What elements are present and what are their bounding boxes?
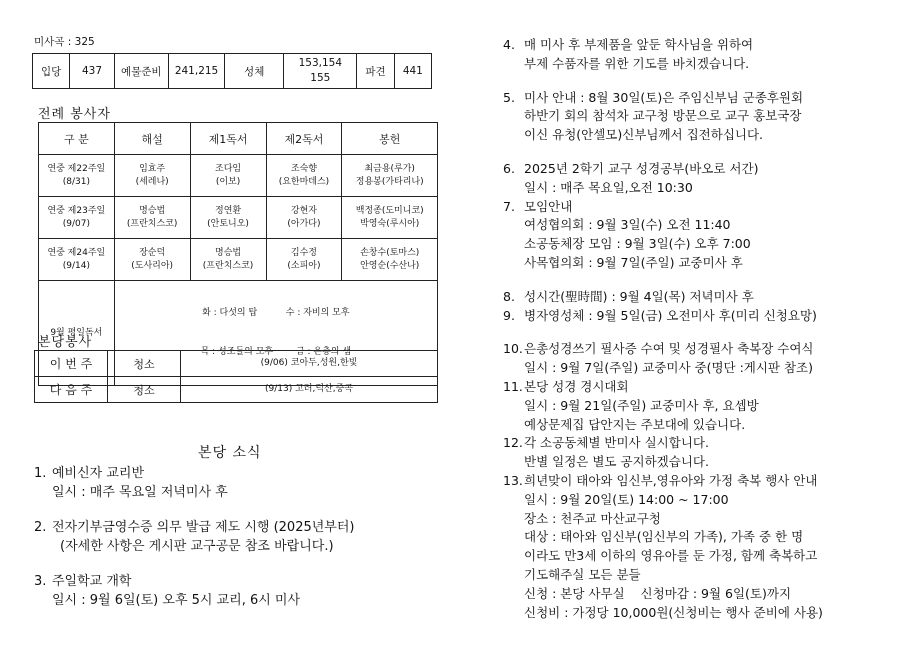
service-task: 청소 [108,351,181,377]
server-baptismal-name: (이보) [215,176,241,187]
news-item-9 [503,307,903,326]
hymn-number: 153,154 [298,57,342,69]
server-name: 손창수(토마스) [360,247,420,258]
server-baptismal-name: (아가다) [287,218,321,229]
server-name: 정연환 [215,205,242,216]
server-name: 김수정 [290,247,317,258]
table-row [39,155,438,197]
server-name: 강현자 [290,205,317,216]
service-detail: (9/06) 코아두,성원,한빛 [181,351,438,377]
news-line: 신청비 : 가정당 10,000원(신청비는 행사 준비에 사용) [524,604,823,620]
table-row [39,239,438,281]
news-number: 1. [34,466,47,481]
service-week-label: 다 음 주 [35,377,108,403]
news-line: 본당 성경 경시대회 [524,378,629,394]
news-line: 모임안내 [524,198,573,214]
server-name: 명승법 [139,205,166,216]
server-name: 백정종(도미니코) [355,205,424,216]
weekday-reading-label: 9월 평일독서 [39,281,115,386]
news-number: 3. [34,574,47,589]
news-item-12 [503,434,903,472]
news-line: 기도해주실 모든 분들 [524,566,641,582]
news-number: 4. [503,37,515,52]
news-line: 전자기부금영수증 의무 발급 제도 시행 (2025년부터) [52,520,355,535]
news-item-4 [503,36,903,74]
hymn-cell-communion [284,54,357,89]
news-line: 이신 유청(안셀모)신부님께서 집전하십니다. [524,127,764,143]
news-line: (자세한 사항은 게시판 교구공문 참조 바랍니다.) [60,539,334,554]
news-number: 11. [503,378,523,394]
service-task: 청소 [108,377,181,403]
liturgy-header: 해설 [114,123,190,155]
server-name: 장순덕 [139,247,166,258]
news-line: 희년맞이 태아와 임신부,영유아와 가정 축복 행사 안내 [524,472,818,488]
news-item-3 [34,572,464,610]
news-item-11 [503,378,903,434]
news-line: 여성협의회 : 9월 3일(수) 오전 11:40 [524,217,731,233]
hymn-number: 155 [310,72,331,84]
parish-service-title: 본당봉사 [38,335,93,350]
server-baptismal-name: (소피아) [287,260,321,271]
news-number: 2. [34,520,47,535]
hymn-cell: 성체 [225,54,284,89]
news-item-13 [503,472,903,622]
liturgy-table [38,122,438,386]
news-line: 장소 : 천주교 마산교구청 [524,510,661,526]
news-item-5 [503,89,903,145]
news-number: 10. [503,341,523,357]
news-line: 반별 일정은 별도 공지하겠습니다. [524,454,709,470]
news-item-6 [503,160,903,198]
table-row [39,197,438,239]
news-item-2 [34,518,464,556]
server-name: 정용봉(가타리나) [355,176,424,187]
liturgy-header: 제2독서 [266,123,342,155]
week-label: 연중 제24주일 [47,247,106,258]
news-item-10 [503,340,903,378]
server-name: 명승법 [215,247,242,258]
news-item-7 [503,198,903,273]
weekday-reading-line: 목 : 성조들의 모후 금 : 은총의 샘 [200,347,352,357]
news-number: 8. [503,288,515,304]
week-label: 연중 제22주일 [47,163,106,174]
news-item-1 [34,464,464,502]
news-line: 병자영성체 : 9월 5일(금) 오전미사 후(미리 신청요망) [524,307,817,323]
week-label: 연중 제23주일 [47,205,106,216]
service-detail: (9/13) 고려,덕산,중곡 [181,377,438,403]
news-right-column [503,36,903,622]
server-baptismal-name: (세레나) [135,176,169,187]
news-line: 은총성경쓰기 필사증 수여 및 성경필사 축복장 수여식 [524,341,814,357]
news-number: 9. [503,307,515,323]
hymn-cell: 437 [70,54,114,89]
news-line: 대상 : 태아와 임신부(임신부의 가족), 가족 중 한 명 [524,529,804,545]
server-name: 안영순(수산나) [360,260,420,271]
news-line: 사목협의회 : 9월 7일(주일) 교중미사 후 [524,254,743,270]
news-line: 신청 : 본당 사무실 신청마감 : 9월 6일(토)까지 [524,585,792,601]
news-line: 각 소공동체별 반미사 실시합니다. [524,435,709,451]
hymn-cell: 파견 [357,54,394,89]
week-date: (8/31) [62,176,90,187]
server-baptismal-name: (도사리아) [131,260,174,271]
server-name: 조숙향 [290,163,317,174]
server-name: 최금용(루가) [364,163,415,174]
news-line: 예상문제집 답안지는 주보대에 있습니다. [524,416,746,432]
news-line: 일시 : 9월 7일(주일) 교중미사 중(명단 :게시판 참조) [524,360,813,376]
news-line: 주일학교 개학 [52,574,132,589]
service-week-label: 이 번 주 [35,351,108,377]
news-line: 일시 : 9월 6일(토) 오후 5시 교리, 6시 미사 [52,593,301,608]
parish-service-table [34,350,438,403]
news-line: 일시 : 9월 21일(주일) 교중미사 후, 요셉방 [524,397,759,413]
server-baptismal-name: (요한마데스) [278,176,330,187]
server-name: 박영숙(루시아) [360,218,420,229]
week-date: (9/07) [62,218,90,229]
news-line: 매 미사 후 부제품을 앞둔 학사님을 위하여 [524,37,754,52]
news-title: 본당 소식 [198,445,262,461]
news-line: 미사 안내 : 8월 30일(토)은 주임신부님 군종후원회 [524,89,804,105]
news-line: 부제 수품자를 위한 기도를 바치겠습니다. [524,55,750,71]
news-number: 13. [503,472,523,488]
news-item-8 [503,288,903,307]
hymn-cell: 예물준비 [114,54,168,89]
liturgy-header: 봉헌 [342,123,438,155]
news-number: 12. [503,435,523,451]
news-line: 이라도 만3세 이하의 영유아를 둔 가정, 함께 축복하고 [524,548,818,564]
news-line: 일시 : 9월 20일(토) 14:00 ~ 17:00 [524,491,729,507]
server-name: 임효주 [139,163,166,174]
news-line: 성시간(聖時間) : 9월 4일(목) 저녁미사 후 [524,288,754,304]
hymn-title: 미사곡 : 325 [34,36,95,48]
news-number: 6. [503,160,515,176]
hymn-cell: 241,215 [168,54,224,89]
news-line: 하반기 회의 참석차 교구청 방문으로 교구 홍보국장 [524,108,802,124]
news-line: 예비신자 교리반 [52,466,145,481]
news-number: 5. [503,89,515,105]
news-line: 2025년 2학기 교구 성경공부(바오로 서간) [524,160,759,176]
table-row [35,351,438,377]
news-number: 7. [503,198,515,214]
table-row [35,377,438,403]
news-line: 일시 : 매주 목요일,오전 10:30 [524,179,693,195]
server-name: 조다임 [215,163,242,174]
week-date: (9/14) [62,260,90,271]
weekday-reading-line: 화 : 다섯의 탑 수 : 자비의 모후 [202,308,350,318]
liturgy-header: 구 분 [39,123,115,155]
liturgy-header: 제1독서 [190,123,266,155]
news-line: 일시 : 매주 목요일 저녁미사 후 [52,485,228,500]
hymn-table [32,53,432,89]
server-baptismal-name: (프란치스코) [126,218,178,229]
hymn-cell: 입당 [33,54,70,89]
news-line: 소공동체장 모임 : 9월 3일(수) 오후 7:00 [524,236,751,252]
hymn-cell: 441 [394,54,431,89]
liturgy-title: 전례 봉사자 [38,107,111,122]
server-baptismal-name: (안토니오) [207,218,249,229]
server-baptismal-name: (프란치스코) [202,260,254,271]
